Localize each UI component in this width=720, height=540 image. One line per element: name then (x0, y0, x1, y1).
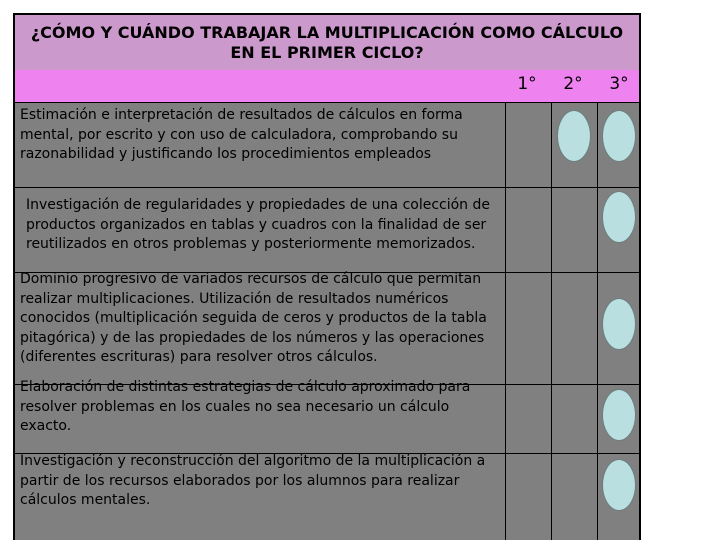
column-divider (551, 102, 552, 540)
grade-header-row (15, 70, 639, 103)
content-row-2: Investigación de regularidades y propiedades de una colección de productos organizados en tablas y cuadros con la finalidad de ser reutilizados en otros problemas y posteriormente memorizados. (26, 197, 491, 252)
content-row-3: Dominio progresivo de variados recursos de cálculo que permitan realizar multiplicaciones. Utilización de resultados numéricos conocidos (multiplicación seguida de ceros y productos de la tabla pitagórica) y de las propiedades de los números y las operaciones (diferentes escrituras) para resolver otros cálculos. (20, 271, 487, 365)
header-grade-2: 2° (563, 74, 583, 94)
grade-3-marker-circle (602, 389, 636, 441)
grade-3-marker-circle (602, 459, 636, 511)
content-row-1: Estimación e interpretación de resultados de cálculos en forma mental, por escrito y con uso de calculadora, comprobando su razonabilidad y justificando los procedimientos empleados (20, 107, 463, 162)
table-title: ¿CÓMO Y CUÁNDO TRABAJAR LA MULTIPLICACIÓN COMO CÁLCULO EN EL PRIMER CICLO? (30, 22, 624, 62)
grade-3-marker-circle (602, 110, 636, 162)
curriculum-table (13, 13, 641, 540)
column-divider (505, 102, 506, 540)
content-row-5: Investigación y reconstrucción del algoritmo de la multiplicación a partir de los recursos elaborados por los alumnos para realizar cálculos mentales. (20, 453, 486, 508)
header-grade-3: 3° (609, 74, 629, 94)
grade-2-marker-circle (557, 110, 591, 162)
row-divider (15, 187, 639, 188)
column-divider (597, 102, 598, 540)
header-grade-1: 1° (517, 74, 537, 94)
grade-3-marker-circle (602, 191, 636, 243)
table-title-bar (15, 15, 639, 71)
grade-3-marker-circle (602, 298, 636, 350)
content-row-4: Elaboración de distintas estrategias de cálculo aproximado para resolver problemas en los cuales no sea necesario un cálculo exacto. (20, 379, 471, 434)
